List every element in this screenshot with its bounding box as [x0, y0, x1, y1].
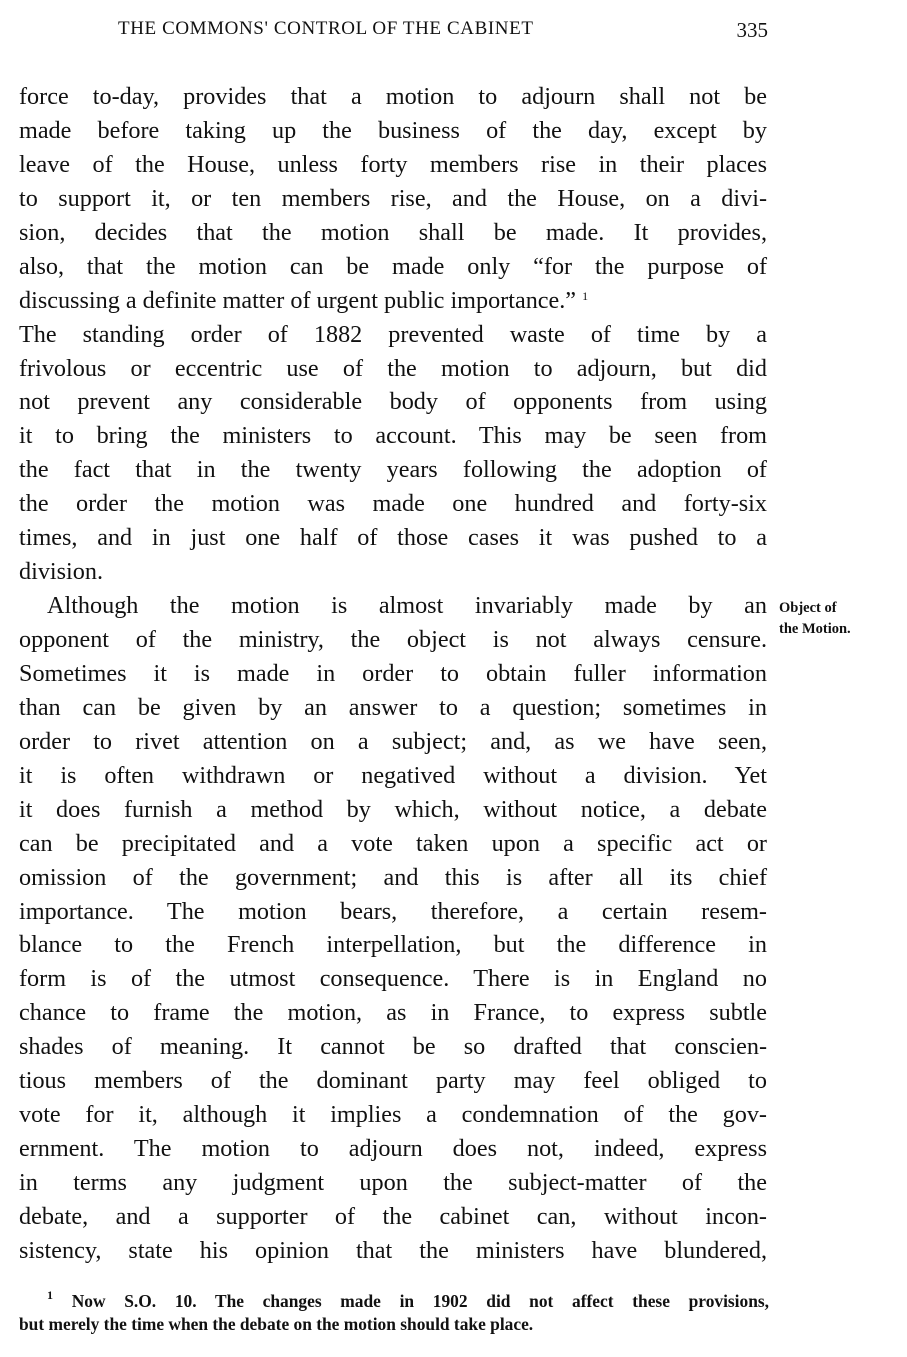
text-line: sistency, state his opinion that the ministers have blundered,	[19, 1236, 767, 1264]
footnote-line: Now S.O. 10. The changes made in 1902 did not affect these provisions,	[71, 1291, 769, 1311]
text-line: force to-day, provides that a motion to adjourn shall not be	[19, 83, 767, 110]
text-line: leave of the House, unless forty members rise in their places	[19, 150, 767, 178]
footnote-first-line	[19, 1290, 769, 1313]
text-line: Sometimes it is made in order to obtain fuller information	[19, 659, 767, 687]
text-line: not prevent any considerable body of opponents from using	[19, 388, 767, 416]
text-line: also, that the motion can be made only “for the purpose of	[19, 252, 767, 280]
text-line: blance to the French interpellation, but the difference in	[19, 931, 767, 959]
text-line: the fact that in the twenty years following the adoption of	[19, 456, 767, 484]
text-line: ernment. The motion to adjourn does not, indeed, express	[19, 1135, 767, 1163]
paragraph-start-line: Although the motion is almost invariably made by an	[47, 592, 767, 620]
running-head	[118, 18, 768, 48]
text-line: importance. The motion bears, therefore, a certain resem-	[19, 897, 767, 925]
text-line: can be precipitated and a vote taken upon a specific act or	[19, 829, 767, 857]
text-line: times, and in just one half of those cases it was pushed to a	[19, 524, 767, 552]
text-line: omission of the government; and this is after all its chief	[19, 863, 767, 891]
text-line: chance to frame the motion, as in France, to express subtle	[19, 999, 767, 1027]
margin-note	[779, 598, 901, 640]
text-line: it to bring the ministers to account. This may be seen from	[19, 422, 767, 450]
text-line: order to rivet attention on a subject; and, as we have seen,	[19, 727, 767, 755]
text-line: division.	[19, 558, 103, 586]
text-line: it does furnish a method by which, without notice, a debate	[19, 795, 767, 823]
text-line: to support it, or ten members rise, and the House, on a divi-	[19, 184, 767, 212]
text-line: opponent of the ministry, the object is not always censure.	[19, 626, 767, 653]
text-line: shades of meaning. It cannot be so drafted that conscien-	[19, 1033, 767, 1061]
footnote-line: but merely the time when the debate on the motion should take place.	[19, 1314, 534, 1334]
text-line-with-note	[19, 284, 767, 318]
text-line: made before taking up the business of the day, except by	[19, 116, 767, 144]
footnote-marker: 1	[47, 1288, 53, 1302]
text-line: sion, decides that the motion shall be made. It provides,	[19, 218, 767, 246]
text-line: vote for it, although it implies a condemnation of the gov-	[19, 1101, 767, 1129]
footnote	[19, 1290, 769, 1336]
text-line: in terms any judgment upon the subject-matter of the	[19, 1169, 767, 1196]
running-head-title: THE COMMONS' CONTROL OF THE CABINET	[118, 18, 534, 39]
text-line: debate, and a supporter of the cabinet can, without incon-	[19, 1202, 767, 1230]
text-line: tious members of the dominant party may feel obliged to	[19, 1067, 767, 1095]
text-line: it is often withdrawn or negatived without a division. Yet	[19, 761, 767, 789]
footnote-reference: 1	[582, 288, 589, 303]
body-text	[19, 80, 767, 1268]
text-line: than can be given by an answer to a question; sometimes in	[19, 693, 767, 721]
margin-note-line: the Motion.	[779, 621, 851, 637]
text-line: discussing a definite matter of urgent public importance.”	[19, 286, 577, 314]
text-line: form is of the utmost consequence. There is in England no	[19, 965, 767, 993]
margin-note-line: Object of	[779, 600, 837, 616]
text-line: the order the motion was made one hundred and forty-six	[19, 490, 767, 518]
page-number: 335	[736, 18, 768, 42]
text-line: The standing order of 1882 prevented waste of time by a	[19, 320, 767, 348]
text-line: frivolous or eccentric use of the motion to adjourn, but did	[19, 354, 767, 382]
